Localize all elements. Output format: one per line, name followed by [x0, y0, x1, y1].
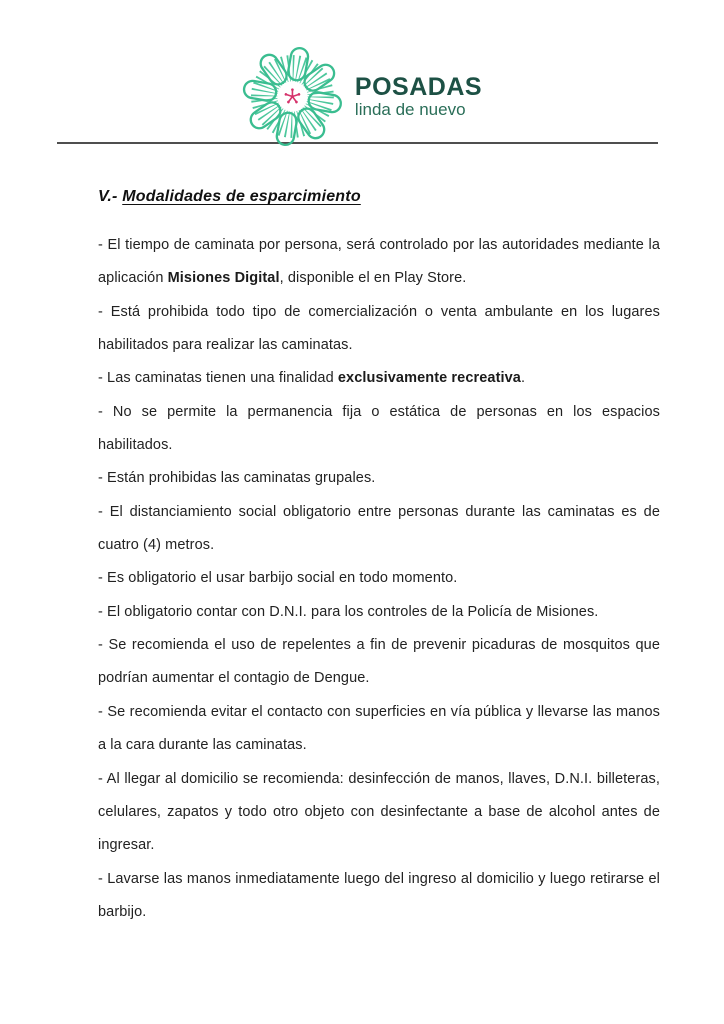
paragraph: - El distanciamiento social obligatorio entre personas durante las caminatas es de cuatro (4) metros.: [98, 503, 660, 554]
paragraph: - Están prohibidas las caminatas grupales.: [98, 470, 376, 487]
paragraph: - Al llegar al domicilio se recomienda: desinfección de manos, llaves, D.N.I. billeteras, celulares, zapatos y todo otro objeto con desinfectante a base de alcohol antes de ingresar.: [98, 770, 660, 854]
paragraph: - Lavarse las manos inmediatamente luego del ingreso al domicilio y luego retirarse el barbijo.: [98, 870, 660, 920]
paragraph: - El tiempo de caminata por persona, será controlado por las autoridades mediante la aplicación Misiones Digital, disponible el en Play Store.: [98, 237, 660, 287]
logo-tagline: linda de nuevo: [354, 100, 466, 120]
logo-wordmark: POSADAS: [354, 72, 483, 101]
paragraph: - Las caminatas tienen una finalidad exclusivamente recreativa.: [98, 370, 526, 387]
document-content: [98, 188, 660, 929]
paragraph: - Es obligatorio el usar barbijo social en todo momento.: [98, 570, 458, 587]
posadas-logo: [242, 46, 482, 147]
passionflower-icon: [242, 46, 343, 147]
paragraph: - Se recomienda evitar el contacto con superficies en vía pública y llevarse las manos a la cara durante las caminatas.: [98, 703, 660, 754]
paragraph: - No se permite la permanencia fija o estática de personas en los espacios habilitados.: [98, 403, 660, 454]
paragraph: - El obligatorio contar con D.N.I. para los controles de la Policía de Misiones.: [98, 603, 599, 620]
paragraph: - Está prohibida todo tipo de comercialización o venta ambulante en los lugares habilitados para realizar las caminatas.: [98, 303, 660, 354]
paragraph: - Se recomienda el uso de repelentes a fin de prevenir picaduras de mosquitos que podrían aumentar el contagio de Dengue.: [98, 637, 660, 687]
section-heading: [98, 188, 660, 206]
logo-text: [355, 74, 482, 119]
section-title: Modalidades de esparcimiento: [122, 188, 361, 205]
section-number: V.-: [98, 188, 118, 205]
body-paragraphs: [98, 229, 660, 929]
